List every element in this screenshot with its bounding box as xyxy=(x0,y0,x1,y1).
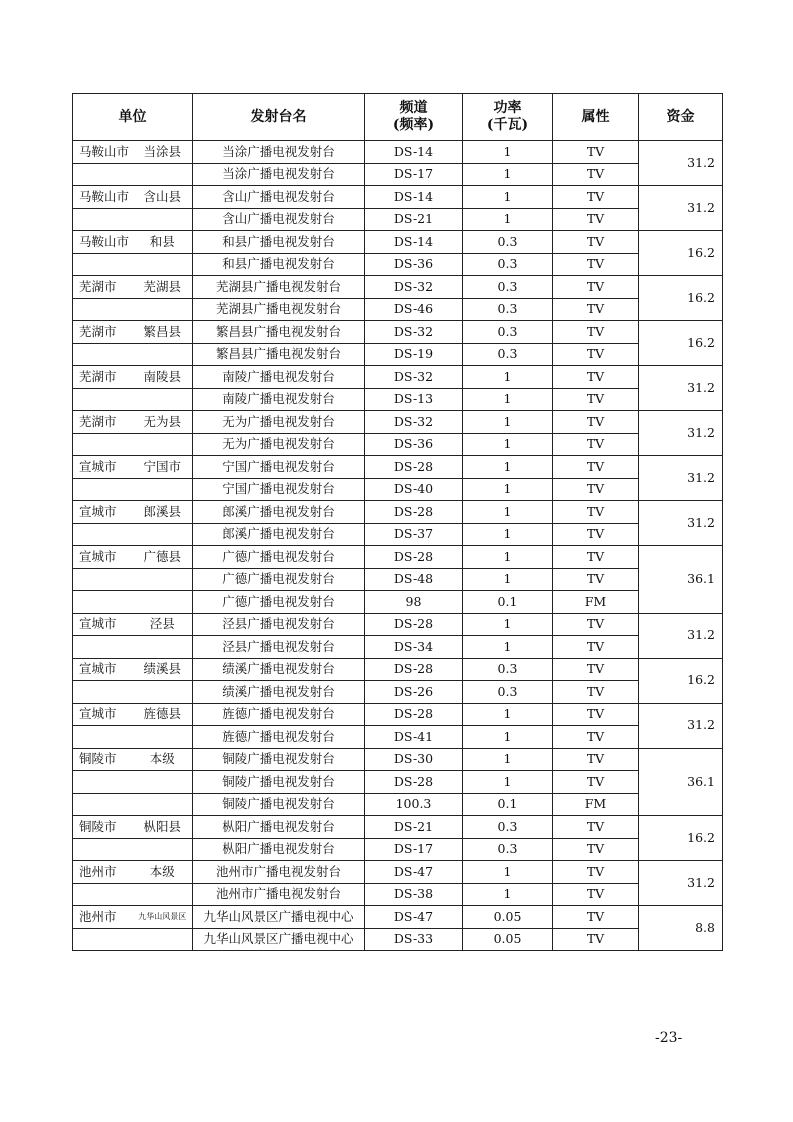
unit-city-cell: 芜湖市 xyxy=(73,411,133,434)
channel-cell: DS-41 xyxy=(365,726,463,749)
table-row xyxy=(73,433,723,456)
fund-cell: 36.1 xyxy=(639,546,723,614)
attribute-cell: TV xyxy=(553,478,639,501)
power-cell: 1 xyxy=(463,141,553,164)
fund-cell: 31.2 xyxy=(639,456,723,501)
channel-cell: 100.3 xyxy=(365,793,463,816)
funding-table xyxy=(72,93,723,951)
power-cell: 0.05 xyxy=(463,906,553,929)
attribute-cell: TV xyxy=(553,681,639,704)
table-row xyxy=(73,816,723,839)
power-cell: 0.3 xyxy=(463,816,553,839)
station-name-cell: 绩溪广播电视发射台 xyxy=(193,681,365,704)
station-name-cell: 绩溪广播电视发射台 xyxy=(193,658,365,681)
unit-city-cell: 铜陵市 xyxy=(73,816,133,839)
unit-city-cell xyxy=(73,636,133,659)
attribute-cell: TV xyxy=(553,343,639,366)
unit-city-cell xyxy=(73,793,133,816)
table-body xyxy=(73,141,723,951)
power-cell: 0.3 xyxy=(463,276,553,299)
unit-city-cell xyxy=(73,928,133,951)
channel-cell: DS-14 xyxy=(365,231,463,254)
station-name-cell: 芜湖县广播电视发射台 xyxy=(193,276,365,299)
unit-county-cell xyxy=(133,343,193,366)
unit-county-cell xyxy=(133,163,193,186)
station-name-cell: 无为广播电视发射台 xyxy=(193,411,365,434)
unit-county-cell xyxy=(133,883,193,906)
power-cell: 0.3 xyxy=(463,231,553,254)
station-name-cell: 铜陵广播电视发射台 xyxy=(193,793,365,816)
attribute-cell: TV xyxy=(553,771,639,794)
attribute-cell: TV xyxy=(553,906,639,929)
power-cell: 1 xyxy=(463,613,553,636)
unit-city-cell: 芜湖市 xyxy=(73,366,133,389)
attribute-cell: TV xyxy=(553,163,639,186)
unit-city-cell xyxy=(73,726,133,749)
unit-city-cell: 宣城市 xyxy=(73,546,133,569)
table-row xyxy=(73,366,723,389)
power-cell: 0.1 xyxy=(463,793,553,816)
unit-county-cell xyxy=(133,591,193,614)
station-name-cell: 南陵广播电视发射台 xyxy=(193,366,365,389)
channel-cell: DS-32 xyxy=(365,366,463,389)
unit-county-cell: 郎溪县 xyxy=(133,501,193,524)
table-row xyxy=(73,838,723,861)
unit-city-cell: 芜湖市 xyxy=(73,321,133,344)
power-cell: 0.05 xyxy=(463,928,553,951)
channel-cell: DS-33 xyxy=(365,928,463,951)
channel-cell: DS-21 xyxy=(365,208,463,231)
unit-county-cell xyxy=(133,433,193,456)
table-row xyxy=(73,636,723,659)
unit-city-cell: 宣城市 xyxy=(73,456,133,479)
attribute-cell: TV xyxy=(553,748,639,771)
station-name-cell: 无为广播电视发射台 xyxy=(193,433,365,456)
power-cell: 1 xyxy=(463,703,553,726)
fund-cell: 31.2 xyxy=(639,186,723,231)
header-row xyxy=(73,94,723,141)
table-row xyxy=(73,456,723,479)
unit-city-cell: 宣城市 xyxy=(73,613,133,636)
channel-cell: DS-17 xyxy=(365,163,463,186)
station-name-cell: 广德广播电视发射台 xyxy=(193,591,365,614)
unit-county-cell xyxy=(133,681,193,704)
unit-city-cell xyxy=(73,478,133,501)
attribute-cell: TV xyxy=(553,411,639,434)
unit-county-cell: 繁昌县 xyxy=(133,321,193,344)
channel-cell: DS-28 xyxy=(365,501,463,524)
attribute-cell: TV xyxy=(553,636,639,659)
unit-county-cell xyxy=(133,928,193,951)
table-row xyxy=(73,928,723,951)
header-power-line2: (千瓦) xyxy=(486,117,529,133)
attribute-cell: TV xyxy=(553,276,639,299)
attribute-cell: TV xyxy=(553,208,639,231)
unit-county-cell: 本级 xyxy=(133,861,193,884)
power-cell: 1 xyxy=(463,186,553,209)
table-row xyxy=(73,253,723,276)
unit-city-cell: 芜湖市 xyxy=(73,276,133,299)
table-row xyxy=(73,298,723,321)
station-name-cell: 含山广播电视发射台 xyxy=(193,186,365,209)
attribute-cell: TV xyxy=(553,456,639,479)
attribute-cell: TV xyxy=(553,433,639,456)
station-name-cell: 铜陵广播电视发射台 xyxy=(193,748,365,771)
channel-cell: DS-37 xyxy=(365,523,463,546)
unit-city-cell xyxy=(73,163,133,186)
power-cell: 0.1 xyxy=(463,591,553,614)
attribute-cell: TV xyxy=(553,546,639,569)
unit-city-cell xyxy=(73,253,133,276)
unit-county-cell: 无为县 xyxy=(133,411,193,434)
table-row xyxy=(73,591,723,614)
station-name-cell: 泾县广播电视发射台 xyxy=(193,636,365,659)
power-cell: 1 xyxy=(463,478,553,501)
attribute-cell: TV xyxy=(553,388,639,411)
attribute-cell: FM xyxy=(553,793,639,816)
channel-cell: DS-28 xyxy=(365,456,463,479)
power-cell: 1 xyxy=(463,411,553,434)
table-row xyxy=(73,883,723,906)
header-channel xyxy=(365,94,463,141)
station-name-cell: 枞阳广播电视发射台 xyxy=(193,838,365,861)
station-name-cell: 宁国广播电视发射台 xyxy=(193,456,365,479)
channel-cell: DS-36 xyxy=(365,253,463,276)
power-cell: 1 xyxy=(463,163,553,186)
unit-city-cell xyxy=(73,771,133,794)
fund-cell: 16.2 xyxy=(639,816,723,861)
attribute-cell: TV xyxy=(553,366,639,389)
channel-cell: DS-17 xyxy=(365,838,463,861)
attribute-cell: TV xyxy=(553,568,639,591)
unit-county-cell: 绩溪县 xyxy=(133,658,193,681)
power-cell: 1 xyxy=(463,456,553,479)
unit-county-cell xyxy=(133,388,193,411)
unit-county-cell xyxy=(133,726,193,749)
unit-county-cell xyxy=(133,298,193,321)
unit-city-cell xyxy=(73,298,133,321)
fund-cell: 8.8 xyxy=(639,906,723,951)
station-name-cell: 和县广播电视发射台 xyxy=(193,231,365,254)
station-name-cell: 含山广播电视发射台 xyxy=(193,208,365,231)
station-name-cell: 当涂广播电视发射台 xyxy=(193,141,365,164)
attribute-cell: TV xyxy=(553,501,639,524)
power-cell: 0.3 xyxy=(463,253,553,276)
power-cell: 1 xyxy=(463,366,553,389)
attribute-cell: TV xyxy=(553,816,639,839)
fund-cell: 31.2 xyxy=(639,501,723,546)
power-cell: 1 xyxy=(463,636,553,659)
table-row xyxy=(73,141,723,164)
attribute-cell: TV xyxy=(553,253,639,276)
channel-cell: DS-32 xyxy=(365,321,463,344)
header-power xyxy=(463,94,553,141)
table-row xyxy=(73,703,723,726)
table-row xyxy=(73,546,723,569)
table-row xyxy=(73,568,723,591)
attribute-cell: TV xyxy=(553,658,639,681)
power-cell: 1 xyxy=(463,883,553,906)
power-cell: 0.3 xyxy=(463,838,553,861)
header-fund: 资金 xyxy=(639,94,723,141)
channel-cell: DS-28 xyxy=(365,658,463,681)
channel-cell: DS-36 xyxy=(365,433,463,456)
unit-city-cell: 宣城市 xyxy=(73,658,133,681)
power-cell: 1 xyxy=(463,748,553,771)
power-cell: 1 xyxy=(463,771,553,794)
fund-cell: 31.2 xyxy=(639,411,723,456)
table-row xyxy=(73,231,723,254)
station-name-cell: 九华山风景区广播电视中心 xyxy=(193,928,365,951)
channel-cell: DS-38 xyxy=(365,883,463,906)
power-cell: 0.3 xyxy=(463,681,553,704)
fund-cell: 31.2 xyxy=(639,861,723,906)
channel-cell: DS-32 xyxy=(365,411,463,434)
unit-county-cell: 枞阳县 xyxy=(133,816,193,839)
unit-city-cell xyxy=(73,343,133,366)
station-name-cell: 南陵广播电视发射台 xyxy=(193,388,365,411)
unit-city-cell: 池州市 xyxy=(73,906,133,929)
channel-cell: DS-26 xyxy=(365,681,463,704)
fund-cell: 16.2 xyxy=(639,276,723,321)
fund-cell: 31.2 xyxy=(639,141,723,186)
attribute-cell: TV xyxy=(553,523,639,546)
table-row xyxy=(73,388,723,411)
unit-city-cell xyxy=(73,568,133,591)
table-row xyxy=(73,861,723,884)
table-row xyxy=(73,208,723,231)
header-channel-line1: 频道 xyxy=(399,100,428,116)
power-cell: 1 xyxy=(463,523,553,546)
unit-county-cell: 含山县 xyxy=(133,186,193,209)
attribute-cell: TV xyxy=(553,726,639,749)
table-row xyxy=(73,726,723,749)
station-name-cell: 繁昌县广播电视发射台 xyxy=(193,343,365,366)
unit-city-cell xyxy=(73,591,133,614)
channel-cell: DS-28 xyxy=(365,703,463,726)
unit-city-cell: 马鞍山市 xyxy=(73,141,133,164)
table-row xyxy=(73,343,723,366)
channel-cell: DS-32 xyxy=(365,276,463,299)
attribute-cell: TV xyxy=(553,613,639,636)
power-cell: 1 xyxy=(463,433,553,456)
power-cell: 0.3 xyxy=(463,321,553,344)
unit-county-cell: 南陵县 xyxy=(133,366,193,389)
channel-cell: DS-34 xyxy=(365,636,463,659)
fund-cell: 16.2 xyxy=(639,321,723,366)
channel-cell: DS-13 xyxy=(365,388,463,411)
header-attribute: 属性 xyxy=(553,94,639,141)
header-station: 发射台名 xyxy=(193,94,365,141)
station-name-cell: 郎溪广播电视发射台 xyxy=(193,523,365,546)
fund-cell: 36.1 xyxy=(639,748,723,816)
unit-county-cell xyxy=(133,208,193,231)
power-cell: 1 xyxy=(463,546,553,569)
attribute-cell: TV xyxy=(553,861,639,884)
attribute-cell: TV xyxy=(553,186,639,209)
unit-city-cell: 宣城市 xyxy=(73,703,133,726)
unit-city-cell xyxy=(73,681,133,704)
header-channel-line2: (频率) xyxy=(392,117,435,133)
channel-cell: DS-47 xyxy=(365,906,463,929)
table-row xyxy=(73,411,723,434)
power-cell: 1 xyxy=(463,501,553,524)
unit-county-cell: 芜湖县 xyxy=(133,276,193,299)
table-row xyxy=(73,613,723,636)
header-unit: 单位 xyxy=(73,94,193,141)
station-name-cell: 宁国广播电视发射台 xyxy=(193,478,365,501)
unit-county-cell: 当涂县 xyxy=(133,141,193,164)
unit-county-cell: 旌德县 xyxy=(133,703,193,726)
station-name-cell: 和县广播电视发射台 xyxy=(193,253,365,276)
channel-cell: DS-28 xyxy=(365,546,463,569)
page-number: -23- xyxy=(655,1030,683,1046)
unit-county-cell: 广德县 xyxy=(133,546,193,569)
power-cell: 1 xyxy=(463,388,553,411)
unit-county-cell: 宁国市 xyxy=(133,456,193,479)
table-row xyxy=(73,478,723,501)
station-name-cell: 当涂广播电视发射台 xyxy=(193,163,365,186)
attribute-cell: TV xyxy=(553,838,639,861)
power-cell: 1 xyxy=(463,208,553,231)
fund-cell: 16.2 xyxy=(639,231,723,276)
channel-cell: DS-28 xyxy=(365,613,463,636)
unit-city-cell: 铜陵市 xyxy=(73,748,133,771)
table-row xyxy=(73,681,723,704)
power-cell: 1 xyxy=(463,568,553,591)
unit-county-cell xyxy=(133,838,193,861)
attribute-cell: TV xyxy=(553,321,639,344)
unit-county-cell xyxy=(133,253,193,276)
unit-city-cell xyxy=(73,883,133,906)
station-name-cell: 旌德广播电视发射台 xyxy=(193,703,365,726)
attribute-cell: TV xyxy=(553,883,639,906)
unit-city-cell xyxy=(73,208,133,231)
station-name-cell: 池州市广播电视发射台 xyxy=(193,861,365,884)
unit-city-cell xyxy=(73,523,133,546)
attribute-cell: TV xyxy=(553,928,639,951)
table-row xyxy=(73,658,723,681)
station-name-cell: 铜陵广播电视发射台 xyxy=(193,771,365,794)
table-row xyxy=(73,793,723,816)
channel-cell: DS-14 xyxy=(365,186,463,209)
station-name-cell: 池州市广播电视发射台 xyxy=(193,883,365,906)
unit-city-cell: 宣城市 xyxy=(73,501,133,524)
channel-cell: DS-19 xyxy=(365,343,463,366)
channel-cell: DS-47 xyxy=(365,861,463,884)
unit-city-cell: 马鞍山市 xyxy=(73,231,133,254)
table-row xyxy=(73,276,723,299)
station-name-cell: 繁昌县广播电视发射台 xyxy=(193,321,365,344)
attribute-cell: FM xyxy=(553,591,639,614)
fund-cell: 31.2 xyxy=(639,703,723,748)
power-cell: 0.3 xyxy=(463,298,553,321)
channel-cell: DS-46 xyxy=(365,298,463,321)
fund-cell: 31.2 xyxy=(639,366,723,411)
unit-county-cell: 本级 xyxy=(133,748,193,771)
station-name-cell: 枞阳广播电视发射台 xyxy=(193,816,365,839)
power-cell: 0.3 xyxy=(463,343,553,366)
unit-county-cell xyxy=(133,568,193,591)
unit-city-cell xyxy=(73,433,133,456)
station-name-cell: 旌德广播电视发射台 xyxy=(193,726,365,749)
channel-cell: 98 xyxy=(365,591,463,614)
station-name-cell: 芜湖县广播电视发射台 xyxy=(193,298,365,321)
channel-cell: DS-30 xyxy=(365,748,463,771)
unit-city-cell xyxy=(73,388,133,411)
table-row xyxy=(73,523,723,546)
table-row xyxy=(73,163,723,186)
unit-city-cell: 马鞍山市 xyxy=(73,186,133,209)
station-name-cell: 广德广播电视发射台 xyxy=(193,568,365,591)
unit-city-cell xyxy=(73,838,133,861)
power-cell: 1 xyxy=(463,861,553,884)
table-row xyxy=(73,501,723,524)
table-row xyxy=(73,321,723,344)
station-name-cell: 九华山风景区广播电视中心 xyxy=(193,906,365,929)
unit-county-cell xyxy=(133,771,193,794)
attribute-cell: TV xyxy=(553,298,639,321)
table-row xyxy=(73,186,723,209)
unit-county-cell xyxy=(133,636,193,659)
station-name-cell: 郎溪广播电视发射台 xyxy=(193,501,365,524)
channel-cell: DS-14 xyxy=(365,141,463,164)
channel-cell: DS-40 xyxy=(365,478,463,501)
unit-county-cell: 九华山风景区 xyxy=(133,906,193,929)
unit-county-cell xyxy=(133,478,193,501)
unit-county-cell xyxy=(133,793,193,816)
attribute-cell: TV xyxy=(553,703,639,726)
unit-county-cell: 和县 xyxy=(133,231,193,254)
unit-county-cell: 泾县 xyxy=(133,613,193,636)
channel-cell: DS-28 xyxy=(365,771,463,794)
station-name-cell: 广德广播电视发射台 xyxy=(193,546,365,569)
table-row xyxy=(73,906,723,929)
fund-cell: 31.2 xyxy=(639,613,723,658)
table-row xyxy=(73,748,723,771)
power-cell: 1 xyxy=(463,726,553,749)
unit-city-cell: 池州市 xyxy=(73,861,133,884)
unit-county-cell xyxy=(133,523,193,546)
station-name-cell: 泾县广播电视发射台 xyxy=(193,613,365,636)
header-power-line1: 功率 xyxy=(493,100,522,116)
power-cell: 0.3 xyxy=(463,658,553,681)
table-row xyxy=(73,771,723,794)
attribute-cell: TV xyxy=(553,141,639,164)
channel-cell: DS-48 xyxy=(365,568,463,591)
channel-cell: DS-21 xyxy=(365,816,463,839)
attribute-cell: TV xyxy=(553,231,639,254)
fund-cell: 16.2 xyxy=(639,658,723,703)
